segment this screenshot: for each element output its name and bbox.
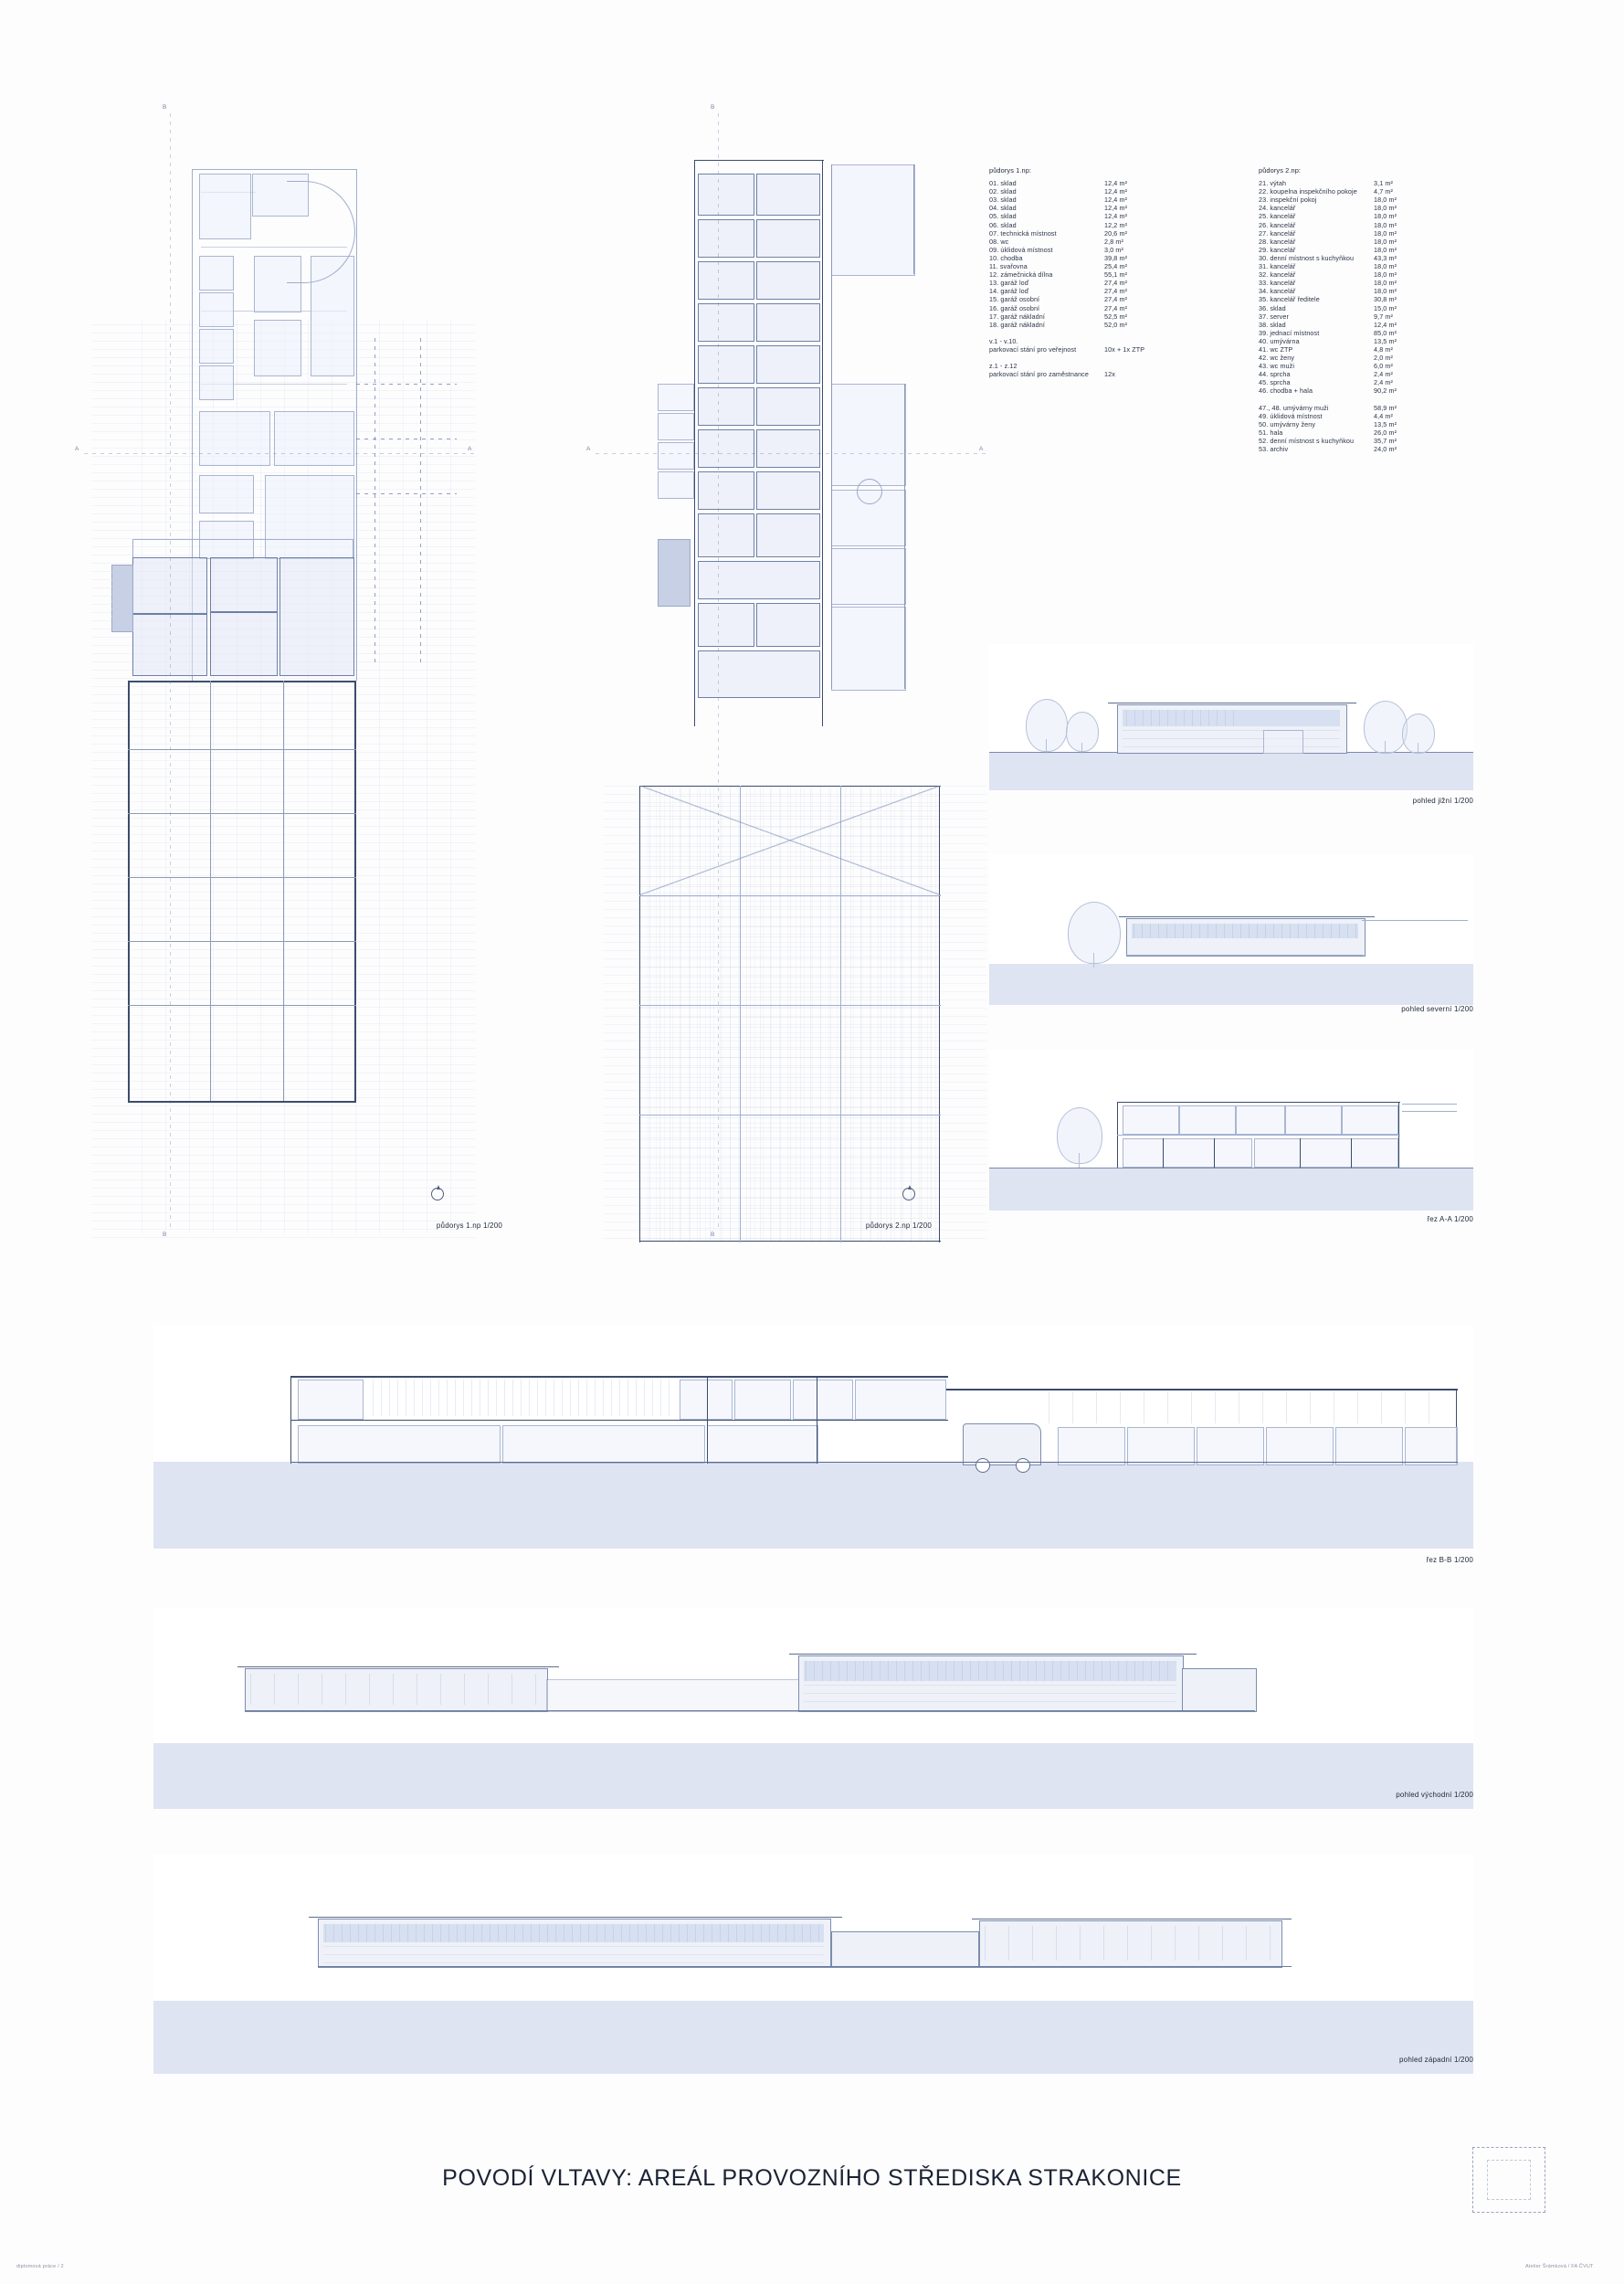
legend-room-area: 18,0 m² <box>1374 245 1397 254</box>
legend-note-label: z.1 - z.12 <box>989 361 1018 370</box>
legend-room-area: 18,0 m² <box>1374 220 1397 229</box>
legend-room-area: 18,0 m² <box>1374 228 1397 238</box>
legend-room-name: 30. denní místnost s kuchyňkou <box>1259 253 1355 262</box>
legend-note-label: parkovací stání pro zaměstnance <box>989 370 1089 379</box>
caption-view-west: pohled západní 1/200 <box>1399 2056 1473 2064</box>
legend-row <box>989 287 1149 295</box>
legend-room-name: 33. kancelář <box>1259 279 1296 288</box>
legend-room-area: 15,0 m² <box>1374 303 1397 312</box>
legend-room-name: 43. wc muži <box>1259 362 1295 371</box>
legend-room-area: 12,2 m² <box>1104 220 1128 229</box>
legend-row <box>1259 246 1432 254</box>
legend-row <box>1259 412 1432 420</box>
legend-room-area: 12,4 m² <box>1104 179 1128 188</box>
legend-room-area: 3,1 m² <box>1374 179 1393 188</box>
legend-room-name: 51. hala <box>1259 428 1283 437</box>
legend-note <box>989 345 1149 354</box>
legend-row <box>989 321 1149 329</box>
legend-room-name: 45. sprcha <box>1259 378 1291 387</box>
legend-room-area: 52,5 m² <box>1104 312 1128 321</box>
view-west-drawing <box>153 1855 1473 2074</box>
legend-room-area: 18,0 m² <box>1374 204 1397 213</box>
legend-row <box>1259 304 1432 312</box>
footer-right: Atelier Šrámková / FA ČVUT <box>1525 2264 1594 2269</box>
legend-room-name: 10. chodba <box>989 253 1023 262</box>
legend-row <box>989 304 1149 312</box>
legend-room-name: 38. sklad <box>1259 320 1286 329</box>
legend-room-area: 12,4 m² <box>1104 212 1128 221</box>
legend-row <box>1259 428 1432 437</box>
legend-1np-title: půdorys 1.np: <box>989 166 1032 174</box>
legend-room-name: 25. kancelář <box>1259 212 1296 221</box>
legend-row <box>1259 229 1432 238</box>
legend-room-name: 23. inspekční pokoj <box>1259 196 1317 205</box>
page-title: POVODÍ VLTAVY: AREÁL PROVOZNÍHO STŘEDISKA STRAKONICE <box>442 2165 1182 2191</box>
legend-row <box>1259 179 1432 187</box>
legend-room-area: 12,4 m² <box>1104 196 1128 205</box>
legend-note-value: 10x + 1x ZTP <box>1104 344 1145 354</box>
legend-row <box>989 312 1149 321</box>
legend-room-area: 20,6 m² <box>1104 228 1128 238</box>
legend-row <box>1259 345 1432 354</box>
legend-room-area: 9,7 m² <box>1374 312 1393 321</box>
legend-room-name: 49. úklidová místnost <box>1259 411 1323 420</box>
legend-room-name: 17. garáž nákladní <box>989 312 1045 321</box>
legend-row <box>1259 204 1432 212</box>
legend-row <box>1259 445 1432 453</box>
legend-row <box>1259 279 1432 287</box>
legend-room-name: 47., 48. umývárny muži <box>1259 403 1329 412</box>
legend-room-name: 37. server <box>1259 312 1289 321</box>
legend-room-name: 34. kancelář <box>1259 287 1296 296</box>
legend-row <box>1259 437 1432 445</box>
legend-2np <box>1259 166 1432 453</box>
legend-note-label: parkovací stání pro veřejnost <box>989 344 1077 354</box>
legend-row <box>1259 404 1432 412</box>
legend-room-name: 42. wc ženy <box>1259 354 1295 363</box>
footer-left: diplomová práce / 2 <box>16 2264 64 2269</box>
legend-row <box>1259 312 1432 321</box>
legend-row <box>1259 329 1432 337</box>
legend-room-name: 36. sklad <box>1259 303 1286 312</box>
legend-room-name: 09. úklidová místnost <box>989 245 1053 254</box>
legend-room-area: 4,4 m² <box>1374 411 1393 420</box>
legend-room-name: 41. wc ZTP <box>1259 344 1293 354</box>
legend-room-area: 18,0 m² <box>1374 287 1397 296</box>
legend-row <box>989 179 1149 187</box>
legend-row <box>1259 420 1432 428</box>
legend-note <box>989 362 1149 370</box>
legend-room-name: 46. chodba + hala <box>1259 386 1313 396</box>
legend-room-area: 13,5 m² <box>1374 419 1397 428</box>
legend-room-area: 12,4 m² <box>1374 320 1397 329</box>
legend-room-area: 6,0 m² <box>1374 362 1393 371</box>
legend-row <box>989 270 1149 279</box>
legend-note <box>989 337 1149 345</box>
legend-row <box>1259 221 1432 229</box>
caption-view-south: pohled jižní 1/200 <box>1412 797 1473 805</box>
legend-room-name: 06. sklad <box>989 220 1017 229</box>
legend-room-area: 18,0 m² <box>1374 270 1397 280</box>
view-south-drawing <box>989 644 1473 790</box>
legend-room-name: 02. sklad <box>989 187 1017 196</box>
legend-room-area: 27,4 m² <box>1104 303 1128 312</box>
legend-room-area: 2,8 m² <box>1104 237 1123 246</box>
legend-2np-title: půdorys 2.np: <box>1259 166 1302 174</box>
legend-note <box>989 370 1149 378</box>
legend-room-name: 35. kancelář ředitele <box>1259 295 1320 304</box>
legend-row <box>1259 295 1432 303</box>
legend-room-area: 30,8 m² <box>1374 295 1397 304</box>
caption-view-east: pohled východní 1/200 <box>1396 1791 1473 1799</box>
legend-room-area: 18,0 m² <box>1374 237 1397 246</box>
caption-section-aa: řez A-A 1/200 <box>1427 1215 1473 1223</box>
section-aa-drawing <box>989 1051 1473 1211</box>
legend-row <box>1259 370 1432 378</box>
legend-room-area: 25,4 m² <box>1104 262 1128 271</box>
legend-row <box>989 187 1149 196</box>
legend-room-name: 32. kancelář <box>1259 270 1296 280</box>
legend-room-name: 26. kancelář <box>1259 220 1296 229</box>
legend-room-area: 90,2 m² <box>1374 386 1397 396</box>
legend-row <box>989 279 1149 287</box>
legend-room-name: 22. koupelna inspekčního pokoje <box>1259 187 1357 196</box>
legend-room-area: 2,4 m² <box>1374 370 1393 379</box>
section-bb-drawing <box>153 1325 1473 1549</box>
legend-room-name: 21. výtah <box>1259 179 1287 188</box>
legend-row <box>1259 321 1432 329</box>
legend-note-label: v.1 - v.10. <box>989 336 1018 345</box>
legend-room-area: 18,0 m² <box>1374 196 1397 205</box>
legend-room-name: 31. kancelář <box>1259 262 1296 271</box>
legend-room-area: 18,0 m² <box>1374 279 1397 288</box>
legend-room-name: 05. sklad <box>989 212 1017 221</box>
legend-row <box>989 204 1149 212</box>
legend-room-name: 01. sklad <box>989 179 1017 188</box>
legend-row <box>1259 187 1432 196</box>
legend-row <box>1259 337 1432 345</box>
legend-room-area: 2,0 m² <box>1374 354 1393 363</box>
legend-room-name: 08. wc <box>989 237 1009 246</box>
legend-room-area: 4,7 m² <box>1374 187 1393 196</box>
legend-row <box>989 254 1149 262</box>
legend-room-name: 27. kancelář <box>1259 228 1296 238</box>
legend-room-area: 12,4 m² <box>1104 204 1128 213</box>
legend-row <box>1259 362 1432 370</box>
legend-room-name: 44. sprcha <box>1259 370 1291 379</box>
legend-row <box>1259 386 1432 395</box>
legend-row <box>1259 378 1432 386</box>
legend-room-name: 40. umývárna <box>1259 336 1300 345</box>
legend-room-area: 18,0 m² <box>1374 262 1397 271</box>
legend-room-area: 12,4 m² <box>1104 187 1128 196</box>
legend-room-name: 15. garáž osobní <box>989 295 1040 304</box>
legend-row <box>989 262 1149 270</box>
plan-2np-drawing: B B A A <box>603 110 986 1233</box>
legend-room-area: 58,9 m² <box>1374 403 1397 412</box>
legend-room-area: 27,4 m² <box>1104 295 1128 304</box>
legend-row <box>1259 212 1432 220</box>
legend-row <box>1259 254 1432 262</box>
caption-view-north: pohled severní 1/200 <box>1401 1005 1473 1013</box>
legend-row <box>989 295 1149 303</box>
stamp-box-inner <box>1487 2160 1531 2200</box>
legend-note-value <box>1104 337 1144 345</box>
legend-room-area: 43,3 m² <box>1374 253 1397 262</box>
legend-room-name: 07. technická místnost <box>989 228 1057 238</box>
legend-row <box>989 221 1149 229</box>
caption-plan-2np: půdorys 2.np 1/200 <box>865 1221 932 1230</box>
legend-room-area: 27,4 m² <box>1104 287 1128 296</box>
legend-row <box>989 246 1149 254</box>
legend-row <box>1259 287 1432 295</box>
legend-row <box>989 229 1149 238</box>
legend-room-area: 35,7 m² <box>1374 436 1397 445</box>
legend-room-area: 27,4 m² <box>1104 279 1128 288</box>
legend-note-value: 12x <box>1104 370 1115 379</box>
legend-room-area: 85,0 m² <box>1374 328 1397 337</box>
legend-room-area: 52,0 m² <box>1104 320 1128 329</box>
plan-1np-drawing: B B A A <box>91 110 475 1233</box>
legend-room-name: 52. denní místnost s kuchyňkou <box>1259 436 1355 445</box>
legend-room-name: 11. svařovna <box>989 262 1028 271</box>
legend-row <box>1259 196 1432 204</box>
legend-room-area: 2,4 m² <box>1374 378 1393 387</box>
legend-room-area: 3,0 m² <box>1104 245 1123 254</box>
legend-row <box>989 196 1149 204</box>
legend-room-name: 29. kancelář <box>1259 245 1296 254</box>
legend-row <box>1259 238 1432 246</box>
legend-room-name: 18. garáž nákladní <box>989 320 1045 329</box>
legend-row <box>1259 354 1432 362</box>
legend-row <box>1259 270 1432 279</box>
legend-room-name: 24. kancelář <box>1259 204 1296 213</box>
legend-note-value <box>1104 362 1144 370</box>
legend-room-name: 12. zámečnická dílna <box>989 270 1053 280</box>
legend-room-name: 16. garáž osobní <box>989 303 1040 312</box>
legend-room-area: 4,8 m² <box>1374 344 1393 354</box>
legend-room-area: 55,1 m² <box>1104 270 1128 280</box>
legend-row <box>989 212 1149 220</box>
view-north-drawing <box>989 854 1473 1005</box>
legend-room-area: 26,0 m² <box>1374 428 1397 437</box>
legend-room-name: 53. archiv <box>1259 445 1289 453</box>
view-east-drawing <box>153 1608 1473 1809</box>
legend-room-name: 14. garáž loď <box>989 287 1029 296</box>
legend-room-name: 03. sklad <box>989 196 1017 205</box>
legend-room-name: 04. sklad <box>989 204 1017 213</box>
legend-room-area: 18,0 m² <box>1374 212 1397 221</box>
legend-room-name: 39. jednací místnost <box>1259 328 1320 337</box>
legend-room-name: 13. garáž loď <box>989 279 1029 288</box>
legend-room-name: 28. kancelář <box>1259 237 1296 246</box>
legend-row <box>989 238 1149 246</box>
legend-room-name: 50. umývárny ženy <box>1259 419 1316 428</box>
caption-plan-1np: půdorys 1.np 1/200 <box>436 1221 502 1230</box>
legend-room-area: 39,8 m² <box>1104 253 1128 262</box>
legend-room-area: 24,0 m² <box>1374 445 1397 453</box>
legend-row <box>1259 262 1432 270</box>
legend-room-area: 13,5 m² <box>1374 336 1397 345</box>
caption-section-bb: řez B-B 1/200 <box>1426 1556 1473 1564</box>
legend-1np <box>989 166 1149 378</box>
